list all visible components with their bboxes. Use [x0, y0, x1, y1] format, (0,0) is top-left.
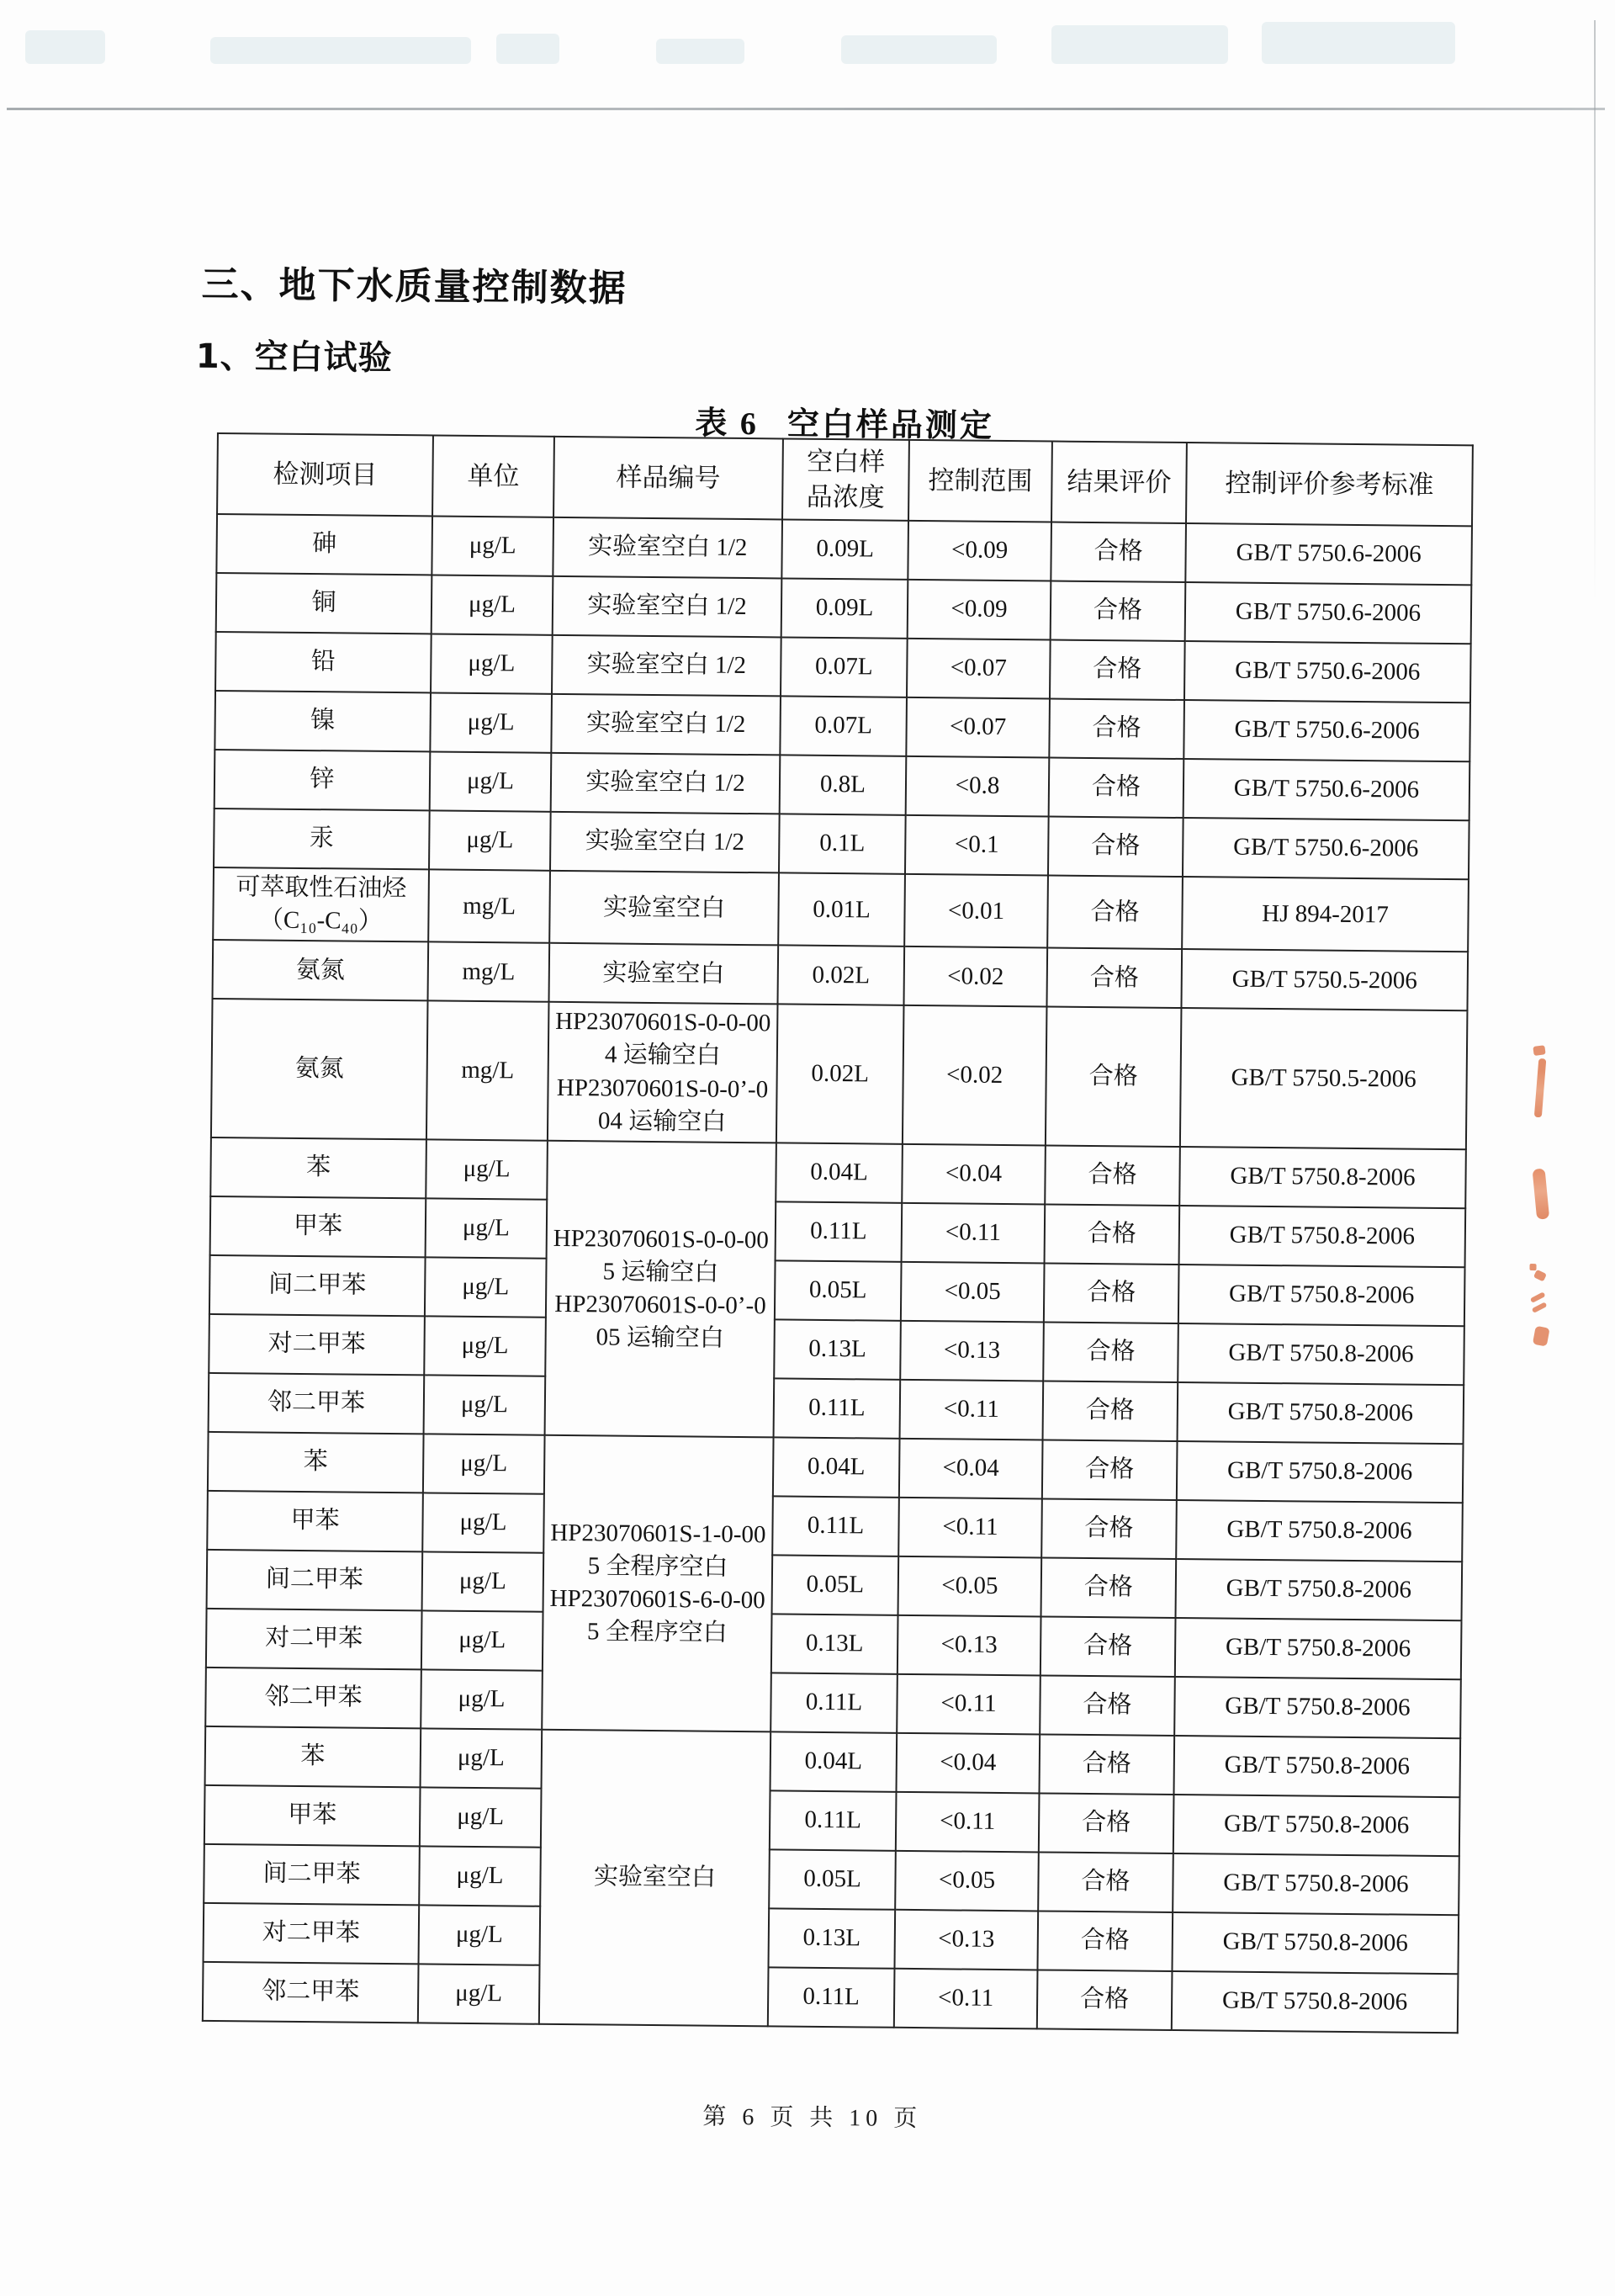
- cell-range: <0.11: [900, 1380, 1044, 1440]
- cell-unit: μg/L: [421, 1669, 543, 1729]
- table-header-row: [217, 433, 1473, 526]
- cell-result: 合格: [1051, 581, 1186, 642]
- red-stamp-fragment: [1533, 1045, 1545, 1056]
- cell-unit: mg/L: [426, 1001, 549, 1141]
- cell-result: 合格: [1037, 1911, 1173, 1971]
- cell-conc: 0.04L: [770, 1731, 898, 1791]
- cell-standard: GB/T 5750.8-2006: [1178, 1265, 1465, 1326]
- cell-conc: 0.02L: [776, 1005, 904, 1144]
- cell-range: <0.11: [897, 1674, 1040, 1735]
- cell-range: <0.07: [906, 697, 1050, 758]
- red-stamp-fragment: [1532, 1302, 1548, 1313]
- cell-range: <0.02: [903, 1005, 1047, 1145]
- cell-conc: 0.11L: [768, 1967, 895, 2027]
- cell-item: 对二甲苯: [206, 1609, 422, 1669]
- column-header-reference-standard: 控制评价参考标准: [1186, 443, 1473, 526]
- cell-range: <0.11: [896, 1792, 1040, 1853]
- cell-item: 砷: [216, 514, 432, 575]
- cell-range: <0.01: [904, 874, 1048, 948]
- cell-result: 合格: [1043, 1322, 1178, 1382]
- cell-range: <0.11: [902, 1203, 1046, 1264]
- cell-range: <0.09: [908, 521, 1051, 581]
- cell-result: 合格: [1039, 1793, 1174, 1853]
- cell-range: <0.04: [902, 1144, 1046, 1205]
- cell-conc: 0.07L: [781, 637, 908, 697]
- cell-range: <0.05: [901, 1262, 1045, 1323]
- cell-unit: μg/L: [430, 751, 552, 811]
- cell-item: 甲苯: [204, 1785, 421, 1846]
- cell-sample: 实验室空白 1/2: [550, 812, 780, 873]
- cell-conc: 0.11L: [770, 1790, 897, 1850]
- cell-conc: 0.11L: [776, 1201, 903, 1261]
- red-stamp-fragment: [1534, 1058, 1547, 1117]
- cell-sample: 实验室空白 1/2: [553, 517, 782, 579]
- cell-standard: GB/T 5750.8-2006: [1178, 1323, 1464, 1385]
- cell-item: 镍: [214, 691, 431, 751]
- cell-result: 合格: [1041, 1498, 1177, 1559]
- blank-test-table: [202, 432, 1474, 2034]
- cell-conc: 0.05L: [775, 1260, 902, 1320]
- cell-range: <0.11: [894, 1969, 1038, 2029]
- cell-sample: 实验室空白 1/2: [551, 694, 781, 756]
- cell-conc: 0.8L: [780, 755, 907, 814]
- cell-conc: 0.02L: [777, 946, 904, 1005]
- cell-result: 合格: [1050, 640, 1185, 701]
- cell-item: 对二甲苯: [204, 1903, 420, 1964]
- red-stamp-fragment: [1529, 1264, 1536, 1270]
- cell-standard: GB/T 5750.8-2006: [1179, 1147, 1466, 1208]
- column-header-sample-id: 样品编号: [553, 437, 783, 520]
- cell-unit: μg/L: [426, 1198, 548, 1258]
- table-row: [213, 867, 1469, 952]
- cell-result: 合格: [1040, 1675, 1175, 1736]
- cell-sample: 实验室空白 1/2: [552, 635, 781, 697]
- column-header-blank-concentration: 空白样 品浓度: [782, 438, 909, 520]
- table-title-text: 空白样品测定: [787, 406, 994, 443]
- cell-unit: μg/L: [425, 1257, 547, 1317]
- cell-standard: GB/T 5750.6-2006: [1183, 759, 1470, 820]
- cell-conc: 0.13L: [774, 1319, 901, 1379]
- cell-standard: GB/T 5750.6-2006: [1184, 641, 1471, 703]
- cell-result: 合格: [1038, 1852, 1173, 1912]
- cell-unit: μg/L: [424, 1316, 546, 1376]
- table-row: [211, 999, 1468, 1149]
- cell-sample: 实验室空白: [548, 943, 778, 1005]
- cell-sample: HP23070601S-0-0-004 运输空白 HP23070601S-0-0’-004 运输空白: [548, 1002, 778, 1143]
- cell-standard: GB/T 5750.8-2006: [1176, 1559, 1463, 1620]
- cell-item: 甲苯: [207, 1491, 423, 1551]
- cell-unit: μg/L: [421, 1610, 543, 1670]
- cell-unit: mg/L: [428, 869, 550, 943]
- section-heading: 三、地下水质量控制数据: [201, 254, 627, 312]
- cell-result: 合格: [1040, 1734, 1175, 1795]
- cell-result: 合格: [1049, 698, 1184, 759]
- cell-item: 锌: [214, 750, 431, 810]
- cell-conc: 0.09L: [781, 578, 908, 638]
- cell-standard: GB/T 5750.8-2006: [1173, 1736, 1460, 1797]
- cell-conc: 0.13L: [771, 1614, 898, 1673]
- cell-unit: μg/L: [429, 810, 551, 870]
- cell-conc: 0.11L: [772, 1496, 899, 1556]
- cell-item: 邻二甲苯: [209, 1373, 425, 1434]
- red-stamp-fragment: [1533, 1169, 1550, 1220]
- cell-range: <0.05: [895, 1851, 1039, 1912]
- column-header-unit: 单位: [432, 435, 554, 517]
- cell-sample: HP23070601S-0-0-005 运输空白 HP23070601S-0-0’-005 运输空白: [545, 1141, 776, 1438]
- cell-range: <0.04: [899, 1439, 1043, 1499]
- blank-test-table-body: [203, 514, 1472, 2033]
- cell-item: 氨氮: [213, 940, 429, 1000]
- cell-result: 合格: [1037, 1970, 1173, 2030]
- cell-item: 可萃取性石油烃（C₁₀-C₄₀）: [213, 867, 429, 942]
- cell-unit: μg/L: [426, 1139, 548, 1199]
- table-row: [203, 1962, 1459, 2033]
- cell-range: <0.04: [897, 1733, 1040, 1794]
- cell-range: <0.1: [905, 815, 1049, 876]
- cell-range: <0.05: [898, 1556, 1042, 1617]
- cell-result: 合格: [1049, 757, 1184, 818]
- cell-result: 合格: [1048, 816, 1183, 877]
- cell-conc: 0.01L: [778, 872, 905, 947]
- cell-result: 合格: [1046, 948, 1182, 1009]
- page-number: 第 6 页 共 10 页: [0, 2091, 1615, 2140]
- cell-result: 合格: [1045, 1145, 1180, 1206]
- cell-unit: μg/L: [418, 1964, 540, 2023]
- cell-standard: GB/T 5750.8-2006: [1178, 1382, 1464, 1444]
- column-header-control-range: 控制范围: [908, 440, 1052, 522]
- cell-standard: GB/T 5750.8-2006: [1173, 1853, 1459, 1915]
- column-header-item: 检测项目: [217, 433, 433, 516]
- cell-standard: GB/T 5750.5-2006: [1180, 1008, 1468, 1149]
- cell-item: 铅: [215, 632, 432, 692]
- cell-item: 间二甲苯: [204, 1844, 420, 1905]
- cell-standard: HJ 894-2017: [1182, 877, 1469, 952]
- cell-unit: μg/L: [422, 1493, 544, 1552]
- cell-range: <0.13: [900, 1321, 1044, 1381]
- cell-item: 铜: [216, 573, 432, 634]
- cell-unit: μg/L: [432, 516, 553, 575]
- cell-unit: μg/L: [420, 1787, 542, 1847]
- cell-sample: 实验室空白 1/2: [551, 753, 781, 814]
- cell-unit: μg/L: [423, 1434, 545, 1493]
- cell-item: 苯: [210, 1137, 426, 1198]
- cell-item: 邻二甲苯: [203, 1962, 419, 2023]
- cell-sample: HP23070601S-1-0-005 全程序空白 HP23070601S-6-0-005 全程序空白: [542, 1435, 773, 1732]
- cell-range: <0.11: [898, 1498, 1042, 1558]
- cell-range: <0.13: [894, 1910, 1038, 1970]
- cell-range: <0.02: [903, 947, 1047, 1007]
- cell-result: 合格: [1041, 1557, 1177, 1618]
- column-header-result: 结果评价: [1051, 442, 1187, 524]
- cell-standard: GB/T 5750.8-2006: [1174, 1677, 1461, 1738]
- cell-result: 合格: [1051, 522, 1186, 583]
- cell-item: 甲苯: [210, 1196, 426, 1257]
- cell-unit: μg/L: [432, 575, 553, 634]
- cell-item: 氨氮: [211, 999, 428, 1139]
- cell-standard: GB/T 5750.6-2006: [1183, 700, 1470, 761]
- cell-conc: 0.05L: [772, 1555, 899, 1615]
- cell-result: 合格: [1046, 1007, 1182, 1147]
- cell-item: 苯: [208, 1432, 424, 1493]
- cell-item: 间二甲苯: [209, 1255, 426, 1316]
- cell-conc: 0.11L: [770, 1673, 898, 1732]
- cell-standard: GB/T 5750.8-2006: [1172, 1912, 1459, 1974]
- cell-result: 合格: [1040, 1616, 1176, 1677]
- cell-range: <0.07: [907, 639, 1051, 699]
- cell-conc: 0.09L: [781, 519, 908, 579]
- cell-unit: μg/L: [421, 1728, 543, 1788]
- cell-result: 合格: [1042, 1440, 1178, 1500]
- cell-result: 合格: [1047, 875, 1183, 949]
- cell-item: 间二甲苯: [207, 1550, 423, 1610]
- cell-conc: 0.13L: [769, 1908, 896, 1968]
- red-stamp-fragment: [1533, 1326, 1550, 1347]
- cell-unit: μg/L: [430, 692, 552, 752]
- cell-standard: GB/T 5750.8-2006: [1177, 1441, 1464, 1503]
- cell-item: 苯: [205, 1726, 421, 1787]
- cell-conc: 0.07L: [780, 696, 907, 756]
- cell-unit: μg/L: [431, 634, 553, 693]
- cell-unit: μg/L: [419, 1846, 541, 1906]
- cell-standard: GB/T 5750.8-2006: [1179, 1206, 1466, 1267]
- cell-conc: 0.1L: [779, 814, 906, 873]
- cell-standard: GB/T 5750.6-2006: [1183, 818, 1469, 879]
- red-stamp-fragment: [1530, 1291, 1546, 1303]
- cell-conc: 0.04L: [773, 1437, 900, 1497]
- sub-heading: 1、空白试验: [196, 330, 393, 379]
- cell-standard: GB/T 5750.6-2006: [1185, 523, 1472, 585]
- cell-range: <0.09: [908, 580, 1051, 640]
- cell-result: 合格: [1044, 1263, 1179, 1323]
- cell-unit: μg/L: [422, 1551, 544, 1611]
- cell-standard: GB/T 5750.8-2006: [1173, 1795, 1460, 1856]
- cell-conc: 0.04L: [776, 1143, 903, 1202]
- cell-standard: GB/T 5750.5-2006: [1181, 949, 1468, 1010]
- cell-unit: mg/L: [428, 942, 550, 1002]
- cell-range: <0.13: [898, 1615, 1041, 1676]
- cell-result: 合格: [1043, 1381, 1178, 1441]
- cell-conc: 0.05L: [769, 1849, 896, 1909]
- cell-standard: GB/T 5750.8-2006: [1172, 1971, 1459, 2033]
- cell-sample: 实验室空白: [549, 871, 779, 946]
- cell-standard: GB/T 5750.8-2006: [1175, 1618, 1462, 1679]
- table-title-prefix: 表 6: [695, 406, 759, 442]
- cell-item: 汞: [214, 809, 430, 869]
- cell-unit: μg/L: [424, 1375, 546, 1434]
- cell-result: 合格: [1045, 1204, 1180, 1265]
- cell-unit: μg/L: [419, 1905, 541, 1965]
- red-stamp-fragment: [1533, 1270, 1547, 1282]
- cell-standard: GB/T 5750.6-2006: [1185, 582, 1472, 644]
- cell-sample: 实验室空白: [539, 1730, 770, 2027]
- cell-sample: 实验室空白 1/2: [553, 576, 782, 638]
- cell-range: <0.8: [906, 756, 1050, 817]
- cell-standard: GB/T 5750.8-2006: [1176, 1500, 1463, 1562]
- cell-item: 对二甲苯: [209, 1314, 425, 1375]
- cell-item: 邻二甲苯: [205, 1668, 421, 1728]
- cell-conc: 0.11L: [774, 1378, 901, 1438]
